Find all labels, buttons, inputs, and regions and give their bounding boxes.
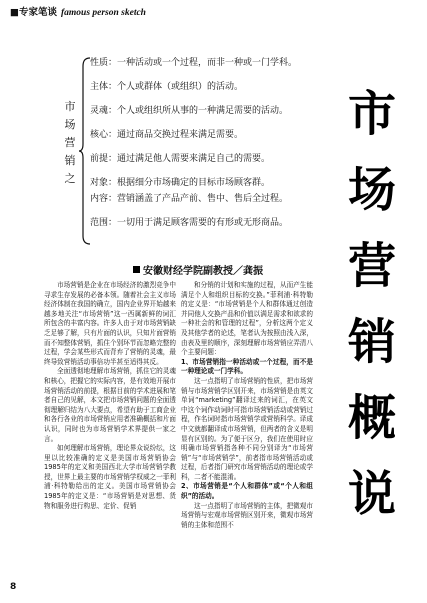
section-header-cn: ■专家笔谈 <box>10 7 57 18</box>
definition-item: 对象：根据细分市场确定的目标市场顾客群。 <box>90 178 271 188</box>
title-char: 说 <box>347 466 396 522</box>
author-text: 安徽财经学院副教授／龚振 <box>143 266 263 277</box>
side-label <box>62 98 78 188</box>
side-label-char: 之 <box>64 172 76 185</box>
definition-item: 性质：一种活动或一个过程，而非一种或一门学科。 <box>90 58 298 68</box>
title-char: 市 <box>347 86 396 142</box>
paragraph: 这一点指明了市场营销的性质，把市场营销与市场营销学区别开来，市场营销是由英文单词“marketing”翻译过来的词汇，在英文中这个词作动词时可指市场营销活动或营销过程，作名词时指市场营销学或营销科学。译成中文就都翻译成市场营销，但两者的含义是明显有区别的。为了便于区分，我们在使用时应明确市场营销指各种不同分别译为“市场营销”与“市场营销学”，前者指市场营销活动或过程，后者指门研究市场营销活动的理论或学科，二者不能混淆。 <box>181 376 313 481</box>
paragraph: 和分销的计划和实施的过程，从而产生能满足个人和组织目标的交换。”菲利浦·科特勒的定义是：“市场营销是个人和群体通过创造并同他人交换产品和价值以满足需求和欲求的一种社会的和管理的过程”，分析这两个定义及其他学者的论述，笔者认为按照由浅入深，由表及里的顺序，深刻理解市场营销应弄清八个主要问题： <box>181 281 313 357</box>
title-char: 营 <box>347 238 396 294</box>
body-column-left <box>44 281 176 511</box>
definition-item: 主体：个人或群体（或组织）的活动。 <box>90 82 244 92</box>
body-column-right <box>181 281 313 530</box>
definition-item: 灵魂：个人或组织所从事的一种满足需要的活动。 <box>90 106 289 116</box>
title-char: 销 <box>347 314 396 370</box>
page-number: 8 <box>10 582 17 592</box>
author-byline <box>133 262 263 277</box>
title-char: 场 <box>347 162 396 218</box>
definition-item: 范围：一切用于满足顾客需要的有形或无形商品。 <box>90 218 289 228</box>
article-title <box>326 76 418 532</box>
subheading: 2、市场营销是“个人和群体”或“个人和组织”的活动。 <box>181 482 313 501</box>
paragraph: 这一点指明了市场营销的主体，把微观市场营销与宏观市场营销区别开来，微观市场营销的主体和范围不 <box>181 501 313 529</box>
paragraph: 全面透彻地理解市场营销，抓住它的灵魂和核心，把握它的实际内容，是有效地开展市场营销活动的前提，根据目前的学术进展和笔者自己的见解，本文把市场营销问题的全面透彻理解归结为八大要点，希望有助于工商企业和各行各业的市场营销应用者准确概括和片面认识，同时也为市场营销学术界提供一家之言。 <box>44 367 176 443</box>
side-label-char: 场 <box>64 118 76 131</box>
section-header-en: famous person sketch <box>60 8 146 18</box>
title-char: 概 <box>347 390 396 446</box>
definition-item: 前提：通过满足他人需要来满足自己的需要。 <box>90 154 271 164</box>
square-bullet-icon <box>133 266 140 273</box>
definition-item: 核心：通过商品交换过程来满足需要。 <box>90 130 244 140</box>
paragraph: 如何理解市场营销，理论界众说纷纭，这里以比较准确的定义是美国市场营销协会1985年的定义和美国西北大学市场营销学教授，世界上最主要的市场营销学权威之一菲利浦·科特勒给出的定义。美国市场营销协会1985年的定义是：“市场营销是对思想、货物和服务进行构思、定价、促销 <box>44 444 176 510</box>
subheading: 1、市场营销指一种活动或一个过程，而不是一种理论或一门学科。 <box>181 357 313 376</box>
section-header <box>10 4 146 18</box>
side-label-char: 销 <box>64 154 76 167</box>
side-label-char: 营 <box>64 136 76 149</box>
definition-item: 内容：营销涵盖了产品产前、售中、售后全过程。 <box>90 194 289 204</box>
paragraph: 市场营销是企业在市场经济的激烈竞争中寻求生存发展的必备本领。随着社会主义市场经济体制在我国的确立，国内企业界开始越来越多地关注“市场营销”这一西属新鲜的词汇所包含的丰富内容。许多人由于对市场营销缺乏足够了解，只有片面的认识，只知片面营销而不知整体营销，抓住个别环节而忽略完整的过程，学会某些形式而背弃了营销的灵魂，最终导致营销活动事倍功半甚至适得其反。 <box>44 281 176 366</box>
side-label-char: 市 <box>64 100 76 113</box>
